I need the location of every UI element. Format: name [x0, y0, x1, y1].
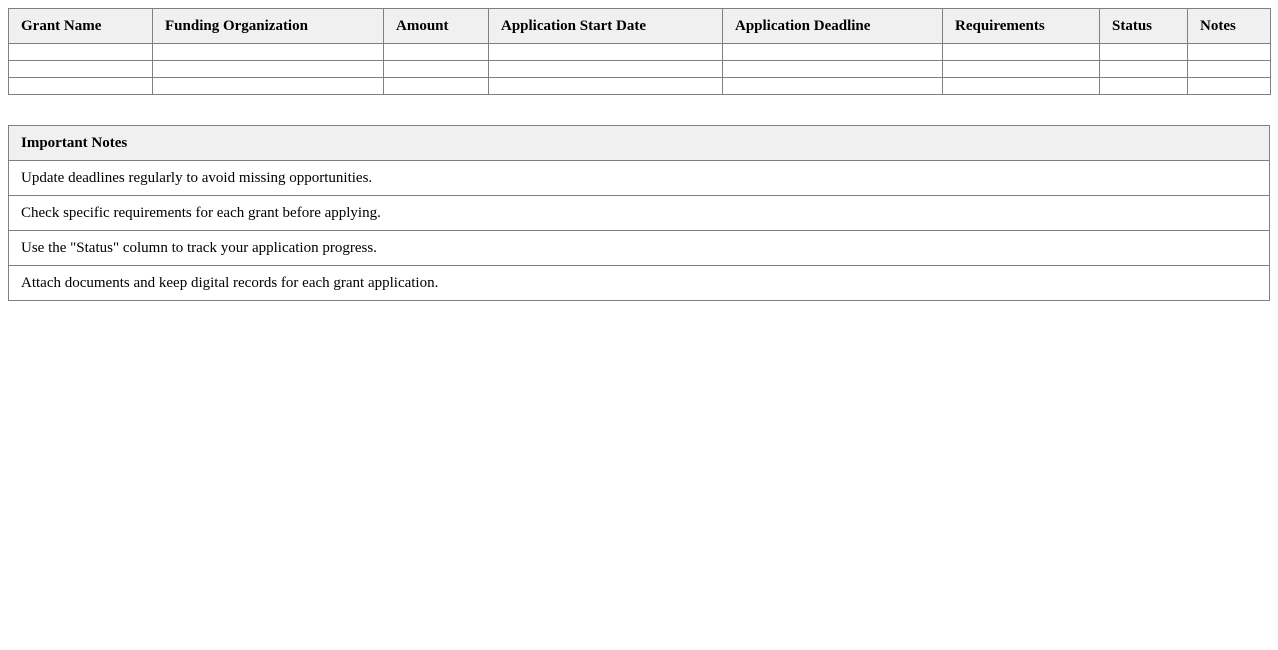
cell-notes[interactable] [1188, 78, 1271, 95]
important-notes-table [8, 125, 1270, 301]
notes-header-row [9, 126, 1270, 161]
cell-notes[interactable] [1188, 44, 1271, 61]
header-requirements: Requirements [943, 9, 1100, 44]
header-application-start-date: Application Start Date [489, 9, 723, 44]
cell-application-start-date[interactable] [489, 78, 723, 95]
important-notes-title: Important Notes [9, 126, 1270, 161]
list-item [9, 266, 1270, 301]
cell-funding-organization[interactable] [153, 78, 384, 95]
header-funding-organization: Funding Organization [153, 9, 384, 44]
list-item [9, 161, 1270, 196]
header-amount: Amount [384, 9, 489, 44]
cell-application-deadline[interactable] [723, 44, 943, 61]
cell-grant-name[interactable] [9, 44, 153, 61]
cell-amount[interactable] [384, 61, 489, 78]
table-row [9, 78, 1271, 95]
cell-status[interactable] [1100, 78, 1188, 95]
cell-application-deadline[interactable] [723, 78, 943, 95]
cell-funding-organization[interactable] [153, 44, 384, 61]
cell-amount[interactable] [384, 44, 489, 61]
note-text: Use the "Status" column to track your application progress. [9, 231, 1270, 266]
header-grant-name: Grant Name [9, 9, 153, 44]
cell-application-start-date[interactable] [489, 61, 723, 78]
list-item [9, 231, 1270, 266]
header-notes: Notes [1188, 9, 1271, 44]
cell-status[interactable] [1100, 44, 1188, 61]
cell-grant-name[interactable] [9, 61, 153, 78]
cell-funding-organization[interactable] [153, 61, 384, 78]
list-item [9, 196, 1270, 231]
note-text: Attach documents and keep digital records for each grant application. [9, 266, 1270, 301]
cell-application-start-date[interactable] [489, 44, 723, 61]
grants-header-row [9, 9, 1271, 44]
cell-notes[interactable] [1188, 61, 1271, 78]
cell-amount[interactable] [384, 78, 489, 95]
cell-grant-name[interactable] [9, 78, 153, 95]
cell-requirements[interactable] [943, 44, 1100, 61]
cell-application-deadline[interactable] [723, 61, 943, 78]
cell-requirements[interactable] [943, 61, 1100, 78]
cell-requirements[interactable] [943, 78, 1100, 95]
grants-table [8, 8, 1271, 95]
header-status: Status [1100, 9, 1188, 44]
cell-status[interactable] [1100, 61, 1188, 78]
note-text: Check specific requirements for each grant before applying. [9, 196, 1270, 231]
page [0, 0, 1278, 301]
table-row [9, 61, 1271, 78]
note-text: Update deadlines regularly to avoid missing opportunities. [9, 161, 1270, 196]
header-application-deadline: Application Deadline [723, 9, 943, 44]
table-row [9, 44, 1271, 61]
